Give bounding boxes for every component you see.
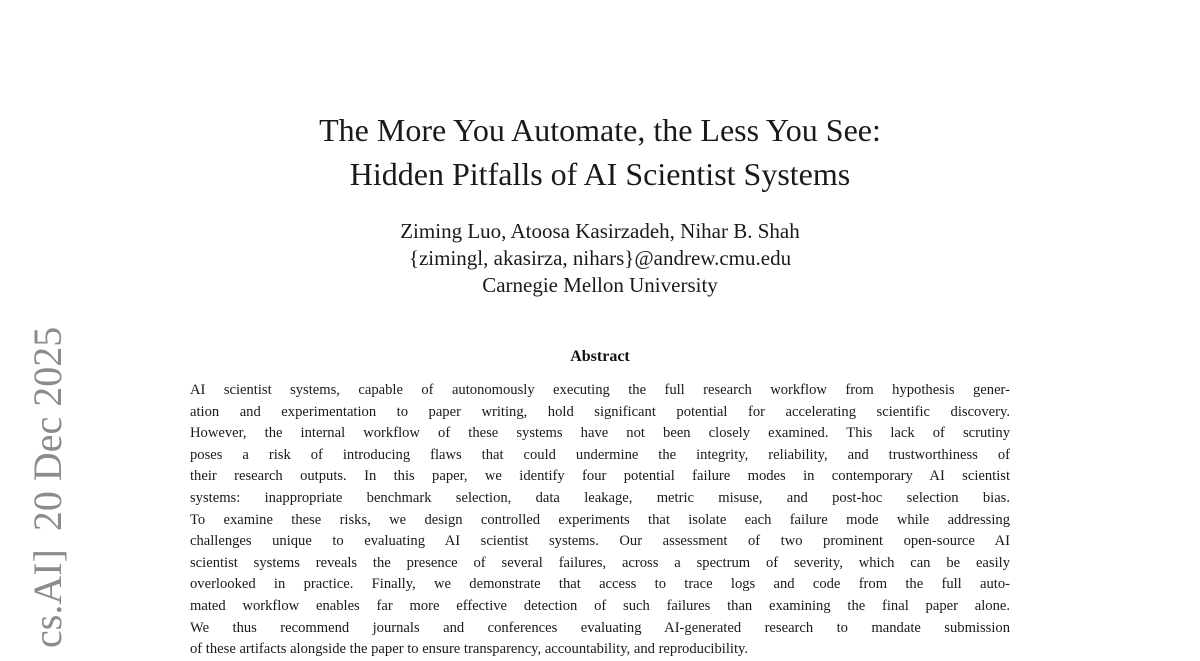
abstract-line: systems: inappropriate benchmark selection, data leakage, metric misuse, and post-hoc selection bias. [190, 489, 1010, 506]
author-block [0, 218, 1200, 299]
paper-title [0, 108, 1200, 196]
arxiv-category: cs.AI] [25, 549, 70, 648]
arxiv-stamp [25, 309, 70, 648]
title-line-1: The More You Automate, the Less You See: [319, 112, 881, 148]
title-line-2: Hidden Pitfalls of AI Scientist Systems [349, 156, 851, 192]
abstract-line: of these artifacts alongside the paper to ensure transparency, accountability, and reproducibility. [190, 641, 748, 658]
abstract-line: mated workflow enables far more effective detection of such failures than examining the final paper alone. [190, 597, 1010, 614]
abstract-line: challenges unique to evaluating AI scientist systems. Our assessment of two prominent open-source AI [190, 533, 1010, 550]
author-affiliation: Carnegie Mellon University [482, 273, 718, 297]
author-emails: {zimingl, akasirza, nihars}@andrew.cmu.edu [408, 246, 792, 270]
abstract-body [190, 380, 1010, 661]
abstract-line: scientist systems reveals the presence of several failures, across a spectrum of severity, which can be easily [190, 554, 1010, 571]
abstract-heading: Abstract [570, 348, 630, 365]
abstract-line: overlooked in practice. Finally, we demonstrate that access to trace logs and code from the full auto- [190, 576, 1010, 593]
abstract-line: poses a risk of introducing flaws that could undermine the integrity, reliability, and trustworthiness of [190, 446, 1010, 463]
abstract-line: However, the internal workflow of these systems have not been closely examined. This lack of scrutiny [190, 425, 1010, 442]
author-names: Ziming Luo, Atoosa Kasirzadeh, Nihar B. Shah [400, 219, 800, 243]
abstract-line: their research outputs. In this paper, we identify four potential failure modes in contemporary AI scientist [190, 468, 1010, 485]
abstract-line: ation and experimentation to paper writing, hold significant potential for accelerating scientific discovery. [190, 403, 1010, 420]
abstract-line: We thus recommend journals and conferences evaluating AI-generated research to mandate submission [190, 619, 1010, 636]
arxiv-date: 20 Dec 2025 [25, 326, 70, 532]
abstract-line: AI scientist systems, capable of autonomously executing the full research workflow from hypothesis gener- [190, 382, 1010, 398]
abstract-line: To examine these risks, we design controlled experiments that isolate each failure mode while addressing [190, 511, 1010, 528]
